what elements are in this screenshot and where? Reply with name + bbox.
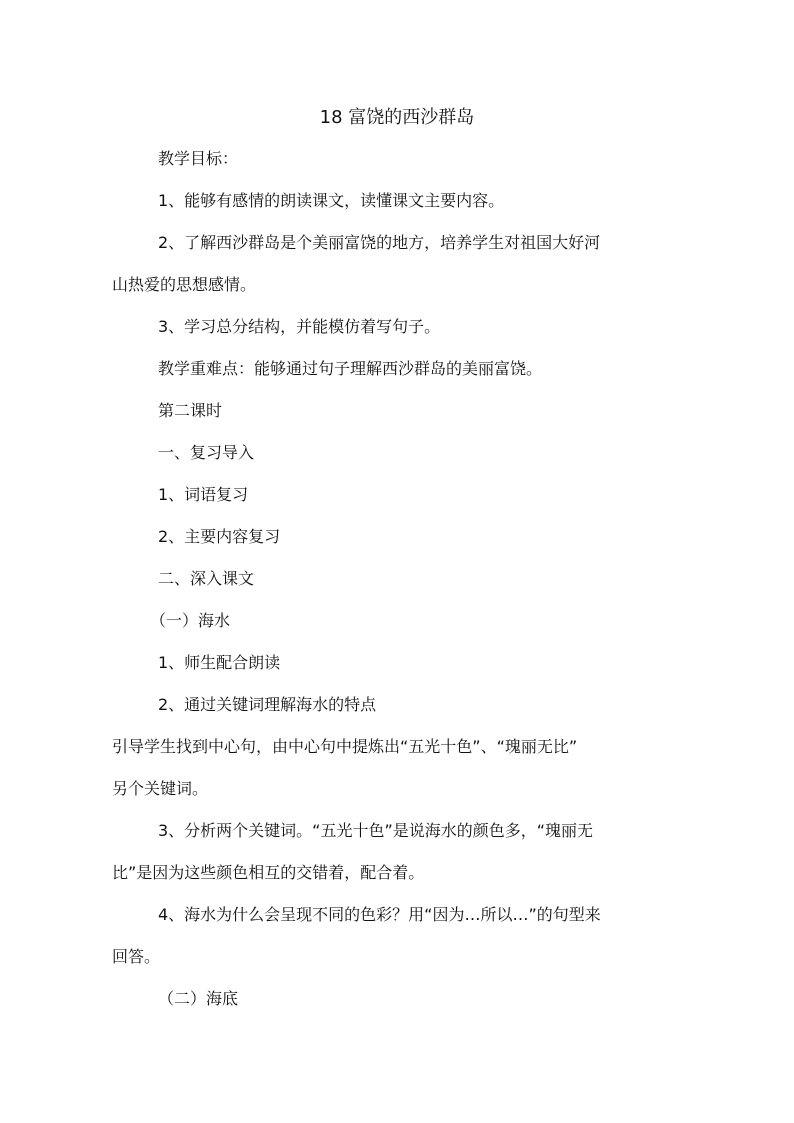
- second-lesson-heading: 第二课时: [158, 401, 223, 420]
- goal-2-line-1: 2、了解西沙群岛是个美丽富饶的地方，培养学生对祖国大好河: [158, 233, 601, 252]
- water-item-3-line-2: 比”是因为这些颜色相互的交错着，配合着。: [112, 863, 425, 882]
- water-item-3-line-1: 3、分析两个关键词。“五光十色”是说海水的颜色多，“瑰丽无: [158, 821, 594, 840]
- water-item-2: 2、通过关键词理解海水的特点: [158, 695, 377, 714]
- subsection-sea-water: （一）海水: [150, 611, 231, 630]
- section-deep-text: 二、深入课文: [158, 569, 255, 588]
- guide-paragraph-line-2: 另个关键词。: [112, 779, 209, 798]
- water-item-1: 1、师生配合朗读: [158, 653, 281, 672]
- review-item-1: 1、词语复习: [158, 485, 249, 504]
- section-review-intro: 一、复习导入: [158, 443, 255, 462]
- goal-2-line-2: 山热爱的思想感情。: [112, 275, 257, 294]
- key-difficulty: 教学重难点：能够通过句子理解西沙群岛的美丽富饶。: [158, 359, 543, 378]
- guide-paragraph-line-1: 引导学生找到中心句，由中心句中提炼出“五光十色”、“瑰丽无比”: [112, 737, 578, 756]
- teaching-goals-heading: 教学目标：: [158, 149, 239, 168]
- subsection-sea-floor: （二）海底: [158, 989, 239, 1008]
- review-item-2: 2、主要内容复习: [158, 527, 281, 546]
- goal-1: 1、能够有感情的朗读课文，读懂课文主要内容。: [158, 191, 505, 210]
- goal-3: 3、学习总分结构，并能模仿着写句子。: [158, 317, 441, 336]
- document-title: 18 富饶的西沙群岛: [319, 107, 475, 128]
- water-item-4-line-2: 回答。: [112, 947, 161, 966]
- water-item-4-line-1: 4、海水为什么会呈现不同的色彩？用“因为…所以…”的句型来: [158, 905, 601, 924]
